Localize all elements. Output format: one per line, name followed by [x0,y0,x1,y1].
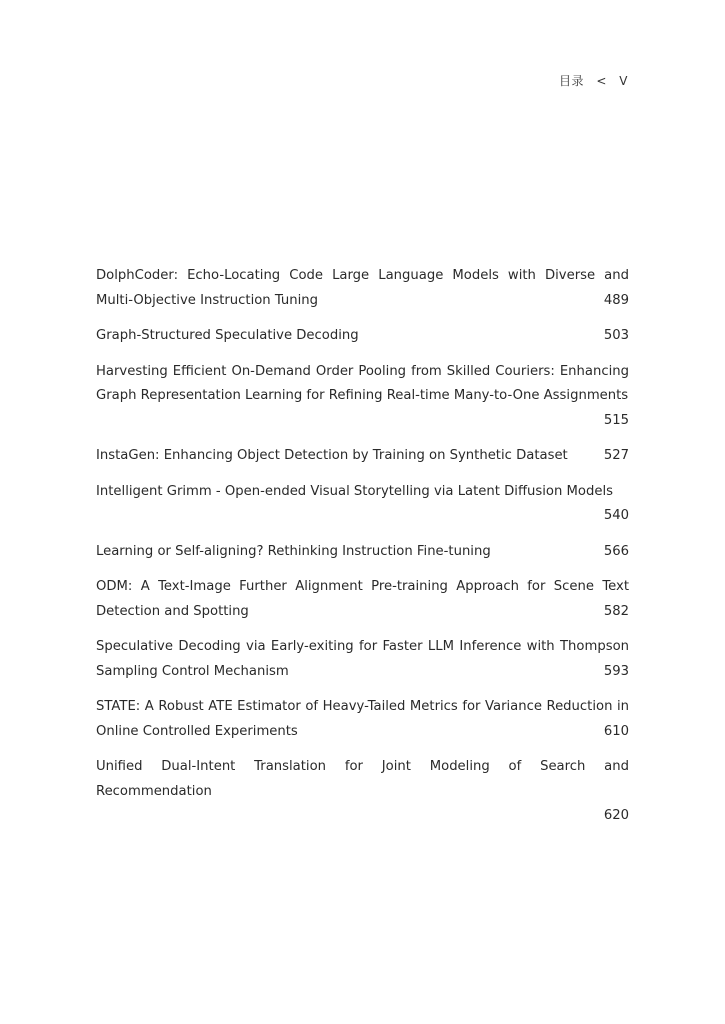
toc-entry-page: 566 [603,543,629,559]
toc-entry-page: 489 [603,292,629,308]
toc-entry[interactable] [96,755,629,829]
toc-entry[interactable] [96,575,629,624]
prev-page-link[interactable]: < [596,74,607,88]
toc-entry[interactable] [96,324,629,349]
toc-entry-page: 593 [603,663,629,679]
toc-entry[interactable] [96,540,629,565]
toc-entry-title[interactable]: InstaGen: Enhancing Object Detection by Training on Synthetic Dataset [96,448,568,463]
toc-entry-title[interactable]: Unified Dual-Intent Translation for Joint Modeling of Search and Recommendation [96,759,629,799]
toc-entry-page: 610 [603,723,629,739]
toc-entry[interactable] [96,264,629,313]
page-number-roman: V [619,74,628,88]
toc-entry-title[interactable]: Graph-Structured Speculative Decoding [96,328,359,343]
toc-entry-title[interactable]: ODM: A Text-Image Further Alignment Pre-training Approach for Scene Text Detection and Spotting [96,579,629,619]
toc-entry-title[interactable]: STATE: A Robust ATE Estimator of Heavy-Tailed Metrics for Variance Reduction in Online Controlled Experiments [96,699,629,739]
toc-entry-page: 582 [603,603,629,619]
toc-entry-page: 515 [603,412,629,428]
toc-entry[interactable] [96,635,629,684]
toc-label: 目录 [559,74,585,88]
toc-entry[interactable] [96,360,629,434]
toc-entry-title[interactable]: DolphCoder: Echo-Locating Code Large Language Models with Diverse and Multi-Objective Instruction Tuning [96,268,629,308]
toc-entry[interactable] [96,695,629,744]
toc-entry-page: 503 [603,328,629,343]
table-of-contents [96,264,629,840]
toc-entry-page: 620 [603,808,629,823]
toc-entry[interactable] [96,480,629,529]
toc-entry[interactable] [96,444,629,469]
toc-entry-title[interactable]: Speculative Decoding via Early-exiting for Faster LLM Inference with Thompson Sampling Control Mechanism [96,639,629,679]
page-header [551,72,628,89]
toc-entry-page: 527 [603,448,629,463]
toc-entry-title[interactable]: Harvesting Efficient On-Demand Order Pooling from Skilled Couriers: Enhancing Graph Representation Learning for Refining Real-time Many-to-One Assignments [96,363,629,403]
toc-entry-title[interactable]: Intelligent Grimm - Open-ended Visual Storytelling via Latent Diffusion Models [96,483,614,499]
toc-entry-title[interactable]: Learning or Self-aligning? Rethinking Instruction Fine-tuning [96,543,491,559]
toc-entry-page: 540 [603,508,629,523]
